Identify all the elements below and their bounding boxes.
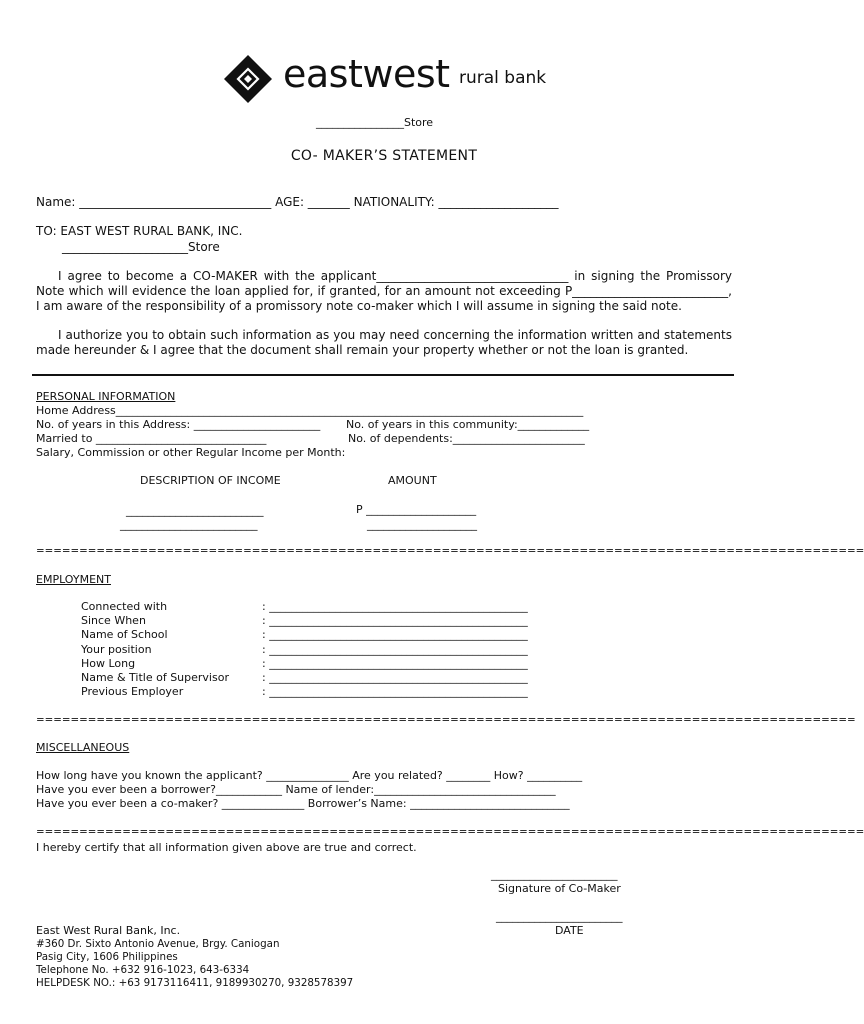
employment-field-line: : _______________________________________________ (262, 614, 528, 628)
footer-address-line-2: Pasig City, 1606 Philippines (36, 951, 178, 963)
income-amount-line-1: P ____________________ (356, 503, 477, 516)
employment-field-line: : _______________________________________________ (262, 628, 528, 642)
employment-field-label: Connected with (81, 600, 168, 613)
name-age-nationality-line: Name: ________________________________ AGE: _______ NATIONALITY: ____________________ (36, 195, 559, 209)
employment-field-label: Since When (81, 614, 146, 628)
borrower-lender-line: Have you ever been a borrower?____________ Name of lender:_________________________________ (36, 783, 556, 796)
certification-text: I hereby certify that all information given above are true and correct. (36, 841, 417, 854)
footer-telephone: Telephone No. +632 916-1023, 643-6334 (36, 964, 250, 976)
married-to-field: Married to _______________________________ (36, 432, 267, 445)
date-line: _______________________ (496, 910, 623, 923)
years-in-community-field: No. of years in this community:_____________ (346, 418, 590, 431)
income-description-header: DESCRIPTION OF INCOME (140, 474, 281, 487)
date-label: DATE (555, 924, 584, 937)
authorization-paragraph: I authorize you to obtain such information as you may need concerning the information written and statements made hereunder & I agree that the document shall remain your property whether or not the loan is granted. (36, 328, 732, 357)
income-description-line-2: _________________________ (120, 518, 258, 531)
bank-logo (223, 50, 553, 110)
employment-field-label: Previous Employer (81, 685, 184, 699)
addressee-store-line: _____________________Store (62, 240, 220, 254)
years-in-address-field: No. of years in this Address: _______________________ (36, 418, 321, 431)
section-divider-equals: =============================================================================================== (36, 714, 856, 726)
employment-field-label: Name of School (81, 628, 168, 642)
logo-brand-text: eastwest (283, 52, 450, 96)
miscellaneous-heading: MISCELLANEOUS (36, 741, 130, 754)
comaker-agreement-paragraph: I agree to become a CO-MAKER with the applicant________________________________ in signing the Promissory Note which will evidence the loan applied for, if granted, for an amount not exceeding P__________________________, I am aware of the responsibility of a promissory note co-maker which I will assume in signing the said note. (36, 269, 732, 313)
income-amount-line-2: ____________________ (367, 518, 477, 531)
footer-helpdesk: HELPDESK NO.: +63 9173116411, 9189930270, 9328578397 (36, 977, 354, 989)
employment-field-line: : _______________________________________________ (262, 671, 528, 684)
comaker-borrower-line: Have you ever been a co-maker? _______________ Borrower’s Name: _____________________________ (36, 797, 570, 810)
income-description-line-1: _________________________ (126, 504, 264, 517)
employment-field-line: : _______________________________________________ (262, 600, 528, 613)
page-title: CO- MAKER’S STATEMENT (290, 148, 478, 164)
employment-field-line: : _______________________________________________ (262, 642, 528, 656)
salary-label: Salary, Commission or other Regular Income per Month: (36, 446, 346, 459)
employment-field-label: Your position (81, 642, 152, 656)
signature-line: _______________________ (491, 868, 618, 881)
store-line: ________________Store (316, 116, 434, 129)
employment-field-line: : _______________________________________________ (262, 656, 528, 670)
employment-field-label: How Long (81, 656, 136, 670)
section-divider-equals: ================================================================================================ (36, 826, 864, 838)
income-amount-header: AMOUNT (388, 474, 437, 487)
logo-sub-text: rural bank (459, 68, 547, 88)
addressee-line: TO: EAST WEST RURAL BANK, INC. (36, 224, 243, 238)
section-divider-rule (32, 374, 734, 376)
section-divider-equals: ================================================================================================ (36, 545, 864, 557)
dependents-field: No. of dependents:________________________ (348, 432, 585, 445)
employment-field-line: : _______________________________________________ (262, 685, 528, 699)
footer-address-line-1: #360 Dr. Sixto Antonio Avenue, Brgy. Caniogan (36, 938, 280, 950)
footer-bank-name: East West Rural Bank, Inc. (36, 924, 181, 937)
known-applicant-line: How long have you known the applicant? _______________ Are you related? ________ How? __________ (36, 769, 583, 782)
home-address-field: Home Address_____________________________________________________________________________________ (36, 404, 584, 417)
employment-heading: EMPLOYMENT (36, 573, 111, 586)
diamond-logo-icon (223, 54, 273, 104)
signature-label: Signature of Co-Maker (498, 882, 621, 895)
personal-info-heading: PERSONAL INFORMATION (36, 390, 176, 403)
employment-field-label: Name & Title of Supervisor (81, 671, 229, 684)
